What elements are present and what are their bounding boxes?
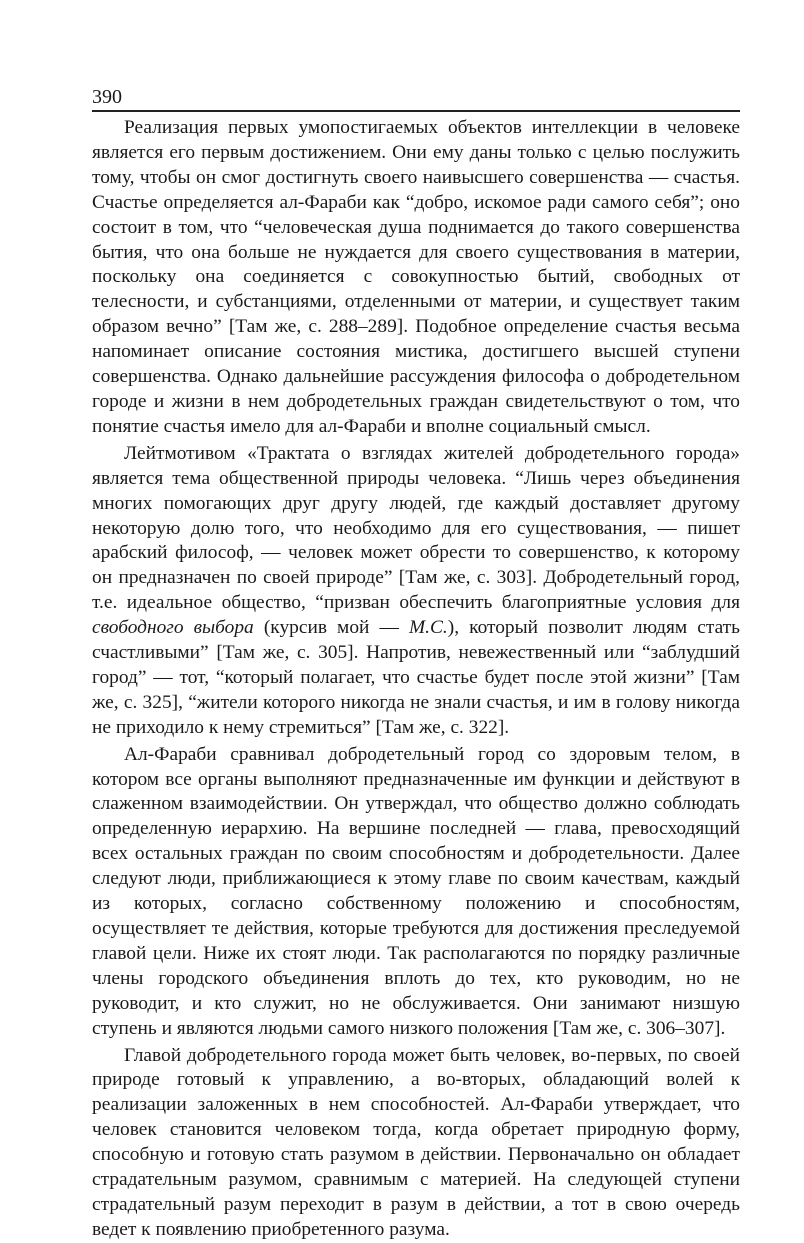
paragraph-3: Ал-Фараби сравнивал добродетельный город со здоровым телом, в котором все органы выполняют предназначенные им функции и действуют в слаженном взаимодействии. Он утверждал, что общество должно соблюдать определенную иерархию. На вершине последней — глава, превосходящий всех остальных граждан по своим способностям и добродетельности. Далее следуют люди, приближающиеся к этому главе по своим качествам, каждый из которых, согласно собственному положению и способностям, осуществляет те действия, которые требуются для достижения преследуемой главой цели. Ниже их стоят люди. Так располагаются по порядку различные члены городского объединения вплоть до тех, кто руководим, но не руководит, и кто служит, но не обслуживается. Они занимают низшую ступень и являются людьми самого низкого положения [Там же, с. 306–307]. [92,743,740,1039]
paragraph-1: Реализация первых умопостигаемых объектов интеллекции в человеке является его первым достижением. Они ему даны только с целью послужить тому, чтобы он смог достигнуть своего наивысшего совершенства — счастья. Счастье определяется ал-Фараби как “добро, искомое ради самого себя”; оно состоит в том, что “человеческая душа поднимается до такого совершенства бытия, что она больше не нуждается для своего существования в материи, поскольку она соединяется с совокупностью бытий, свободных от телесности, и субстанциями, отделенными от материи, и существует таким образом вечно” [Там же, с. 288–289]. Подобное определение счастья весьма напоминает описание состояния мистика, достигшего высшей ступени совершенства. Однако дальнейшие рассуждения философа о добродетельном городе и жизни в нем добродетельных граждан свидетельствуют о том, что понятие счастья имело для ал-Фараби и вполне социальный смысл. [92,117,740,437]
paragraph-2 [92,442,740,741]
page-header [92,86,740,112]
paragraph-2-part-b: (курсив мой — [253,617,409,639]
header-rule [92,110,740,112]
page-number: 390 [92,86,122,108]
emphasis-free-choice: свободного выбора [92,617,254,639]
author-initials: М.С. [408,617,448,639]
body-text [92,116,740,1243]
paragraph-4: Главой добродетельного города может быть человек, во-первых, по своей природе готовый к управлению, а во-вторых, обладающий волей к реализации заложенных в нем способностей. Ал-Фараби утверждает, что человек становится человеком тогда, когда обретает природную форму, способную и готовую стать разумом в действии. Первоначально он обладает страдательным разумом, сравнимым с материей. На следующей ступени страдательный разум переходит в разум в действии, а тот в свою очередь ведет к появлению приобретенного разума. [92,1044,740,1240]
paragraph-2-part-c: ), который позволит людям стать счастливыми” [Там же, с. 305]. Напротив, невежественный или “заблудший город” — тот, “который полагает, что счастье будет после этой жизни” [Там же, с. 325], “жители которого никогда не знали счастья, и им в голову никогда не приходило к нему стремиться” [Там же, с. 322]. [92,617,740,738]
paragraph-2-part-a: Лейтмотивом «Трактата о взглядах жителей добродетельного города» является тема общественной природы человека. “Лишь через объединения многих помогающих друг другу людей, где каждый доставляет другому некоторую долю того, что необходимо для его существования, — пишет арабский философ, — человек может обрести то совершенство, к которому он предназначен по своей природе” [Там же, с. 303]. Добродетельный город, т.е. идеальное общество, “призван обеспечить благоприятные условия для [92,442,740,614]
